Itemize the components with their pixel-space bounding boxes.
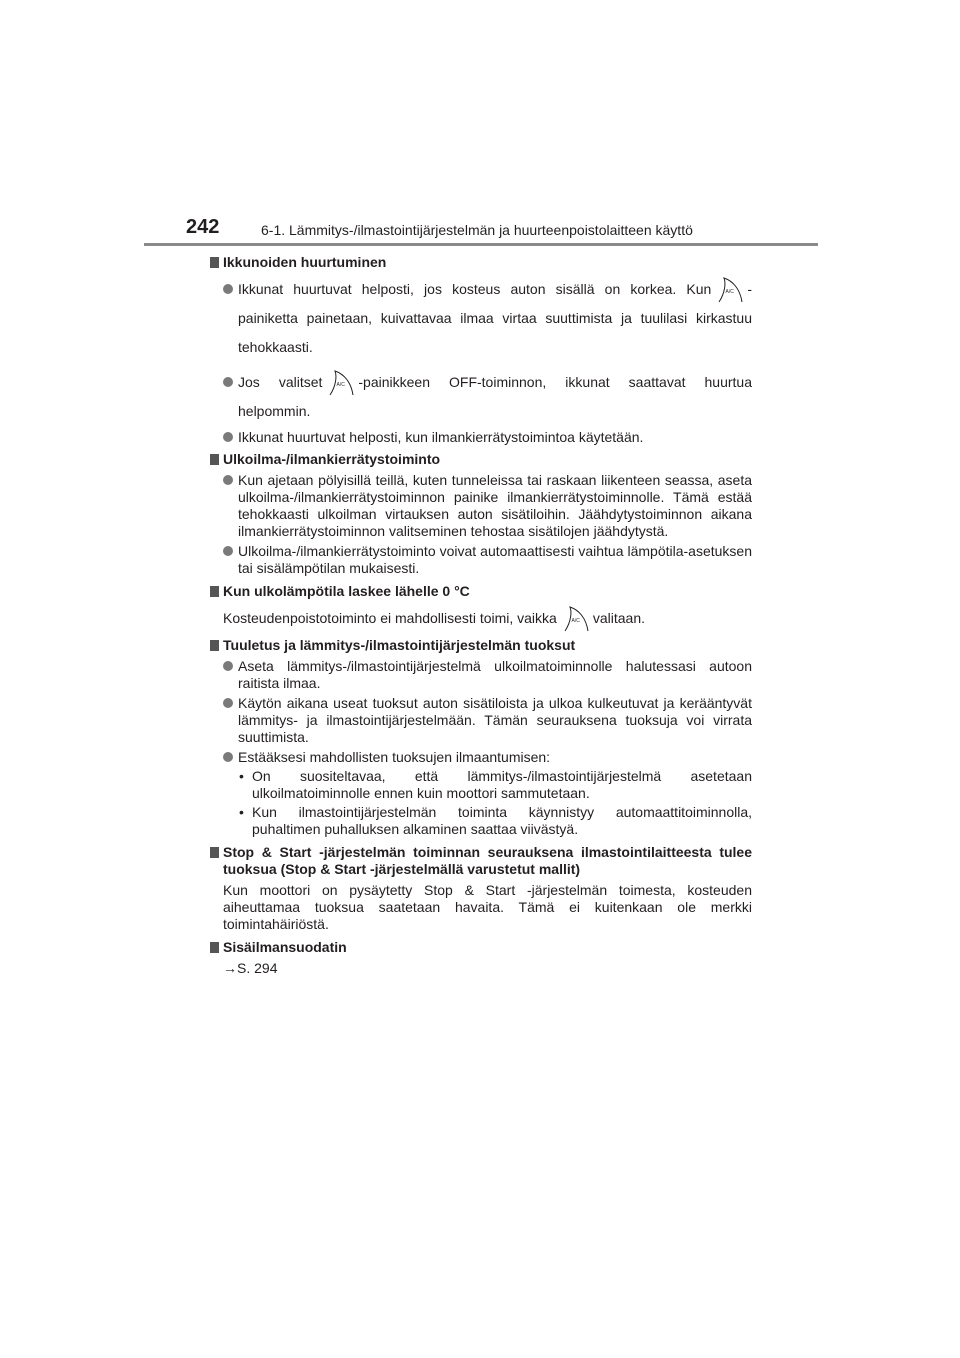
ac-button-icon [561,606,589,632]
sub-bullet-text: Kun ilmastointijärjestelmän toiminta käynnistyy automaattitoiminnolla, puhaltimen puhalluksen alkaminen saattaa viivästyä. [252,804,752,837]
bullet-item [210,658,752,692]
bullet-item [210,275,752,362]
section-recirculation [210,451,752,468]
bullet-text: Kun ajetaan pölyisillä teillä, kuten tunneleissa tai raskaan liikenteen seassa, aseta ulkoilma-/ilmankierrätystoiminnon painike ilmankierrätystoiminnolle. Tämä estää tehokkaasti ulkoilman virtauksen auton sisätiloihin. Jäähdytystoiminnon aikana ilmankierrätystoiminnon valitseminen tehostaa sisätilojen jäähdytystä. [238,472,752,539]
bullet-dot-icon [223,475,233,485]
bullet-dot-icon [223,546,233,556]
bullet-item [210,749,752,766]
section-square-icon [210,454,219,465]
page-number: 242 [186,216,220,238]
bullet-dot-icon [223,752,233,762]
bullet-item [210,368,752,426]
bullet-text: Aseta lämmitys-/ilmastointijärjestelmä ulkoilmatoiminnolle halutessasi autoon raitista ilmaa. [238,658,752,691]
section-low-temperature [210,583,752,600]
paragraph-text: Kun moottori on pysäytetty Stop & Start -järjestelmän toimesta, kosteuden aiheuttamaa tuoksua saatetaan havaita. Tämä ei kuitenkaan ole merkki toimintahäiriöstä. [223,882,752,932]
paragraph [210,604,752,633]
bullet-text: Jos valitset [238,374,323,390]
paragraph-text: Kosteudenpoistotoiminto ei mahdollisesti toimi, vaikka [223,610,557,626]
section-title: Sisäilmansuodatin [223,939,347,955]
bullet-dot-icon [223,698,233,708]
header-rule [144,243,818,246]
page-content [210,254,752,977]
svg-text:A/C: A/C [571,618,580,625]
chapter-title: 6-1. Lämmitys-/ilmastointijärjestelmän ja huurteenpoistolaitteen käyttö [261,222,693,238]
bullet-item [210,429,752,446]
section-cabin-filter [210,939,752,956]
page-reference-link[interactable]: →S. 294 [223,960,278,976]
section-square-icon [210,586,219,597]
sub-bullet-text: On suositeltavaa, että lämmitys-/ilmastointijärjestelmä asetetaan ulkoilmatoiminnolle ennen kuin moottori sammutetaan. [252,768,752,801]
bullet-dot-icon [223,432,233,442]
section-square-icon [210,847,219,858]
section-ventilation-odors [210,637,752,654]
bullet-dot-icon [223,377,233,387]
bullet-text: Estääksesi mahdollisten tuoksujen ilmaantumisen: [238,749,551,765]
bullet-text: Ikkunat huurtuvat helposti, kun ilmankierrätystoimintoa käytetään. [238,429,644,445]
section-title: Ikkunoiden huurtuminen [223,254,387,270]
section-stop-start-odor [210,844,752,878]
bullet-text: -painiketta painetaan, kuivattavaa ilmaa virtaa suuttimista ja tuulilasi kirkastuu tehokkaasti. [238,281,752,355]
bullet-item [210,472,752,540]
section-window-fogging [210,254,752,271]
section-title: Kun ulkolämpötila laskee lähelle 0 °C [223,583,470,599]
sub-bullet-item [210,804,752,838]
sub-bullet-item [210,768,752,802]
section-square-icon [210,640,219,651]
section-title: Stop & Start -järjestelmän toiminnan seurauksena ilmastointilaitteesta tulee tuoksua (Stop & Start -järjestelmällä varustetut mallit) [223,844,752,877]
svg-text:A/C: A/C [725,289,735,296]
bullet-item [210,543,752,577]
section-square-icon [210,257,219,268]
section-title: Tuuletus ja lämmitys-/ilmastointijärjestelmän tuoksut [223,637,576,653]
sub-bullet-marker: • [239,768,244,784]
ac-button-icon [326,370,354,396]
bullet-item [210,695,752,746]
paragraph-text: valitaan. [592,610,645,626]
sub-bullet-marker: • [239,804,244,820]
section-square-icon [210,942,219,953]
bullet-text: -painikkeen OFF-toiminnon, ikkunat saattavat huurtua helpommin. [238,374,753,419]
section-title: Ulkoilma-/ilmankierrätystoiminto [223,451,441,467]
bullet-text: Käytön aikana useat tuoksut auton sisätiloista ja ulkoa kulkeutuvat ja kerääntyvät lämmitys- ja ilmastointijärjestelmään. Tämän seurauksena tuoksuja voi virrata suuttimista. [238,695,752,745]
ac-button-icon [715,277,743,303]
bullet-dot-icon [223,661,233,671]
bullet-text: Ikkunat huurtuvat helposti, jos kosteus auton sisällä on korkea. Kun [238,281,712,297]
paragraph [210,882,752,933]
bullet-text: Ulkoilma-/ilmankierrätystoiminto voivat automaattisesti vaihtua lämpötila-asetuksen tai sisälämpötilan mukaisesti. [238,543,752,576]
svg-text:A/C: A/C [336,382,346,389]
bullet-dot-icon [223,284,233,294]
